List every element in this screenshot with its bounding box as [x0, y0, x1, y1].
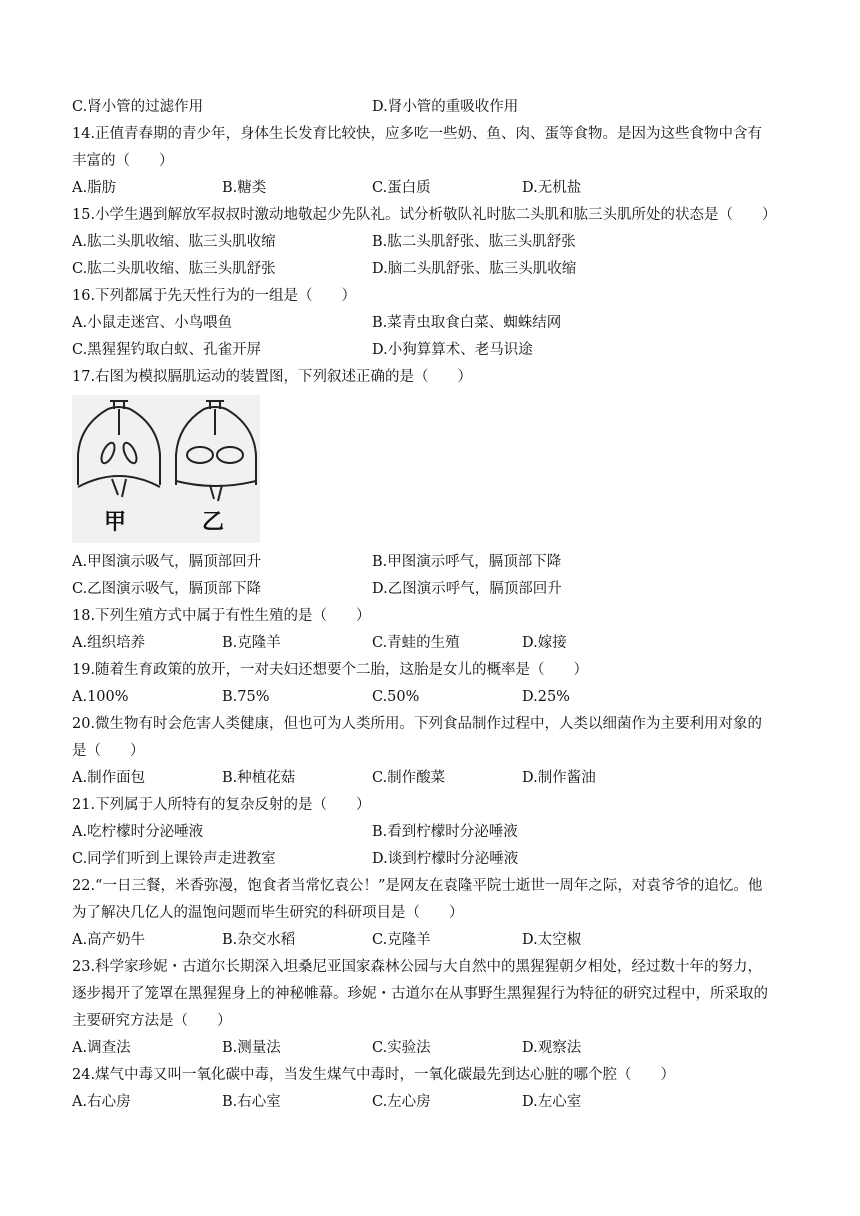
option-c: C.乙图演示吸气，膈顶部下降 — [72, 581, 262, 597]
figure-label-jia: 甲 — [104, 509, 127, 535]
option-c: C.肾小管的过滤作用 — [72, 99, 204, 115]
option-b: B.肱二头肌舒张、肱三头肌舒张 — [372, 234, 576, 250]
option-a: A.小鼠走迷宫、小鸟喂鱼 — [72, 315, 233, 331]
options-row — [72, 256, 832, 283]
option-d: D.观察法 — [522, 1040, 582, 1056]
option-d: D.乙图演示呼气，膈顶部回升 — [372, 581, 562, 597]
options-row — [72, 576, 832, 603]
option-b: B.75% — [222, 689, 270, 705]
options-row — [72, 684, 832, 711]
options-row — [72, 846, 832, 873]
options-row — [72, 1089, 832, 1116]
option-c: C.制作酸菜 — [372, 770, 446, 786]
option-a: A.甲图演示吸气，膈顶部回升 — [72, 554, 262, 570]
option-c: C.50% — [372, 689, 420, 705]
question-q16 — [72, 283, 832, 364]
option-c: C.蛋白质 — [372, 180, 431, 196]
option-a: A.组织培养 — [72, 635, 146, 651]
question-stem-line: 23.科学家珍妮・古道尔长期深入坦桑尼亚国家森林公园与大自然中的黑猩猩朝夕相处，经过数十年的努力， — [72, 959, 763, 975]
options-row — [72, 229, 832, 256]
option-c: C.同学们听到上课铃声走进教室 — [72, 851, 276, 867]
question-stem-line: 21.下列属于人所特有的复杂反射的是（ ） — [72, 797, 371, 813]
question-stem-line: 14.正值青春期的青少年，身体生长发育比较快，应多吃一些奶、鱼、肉、蛋等食物。是因为这些食物中含有 — [72, 126, 763, 142]
question-q18 — [72, 603, 832, 657]
exam-page — [72, 94, 832, 1116]
question-q19 — [72, 657, 832, 711]
question-q15 — [72, 202, 832, 283]
jar-jia-illustration — [78, 401, 160, 497]
option-d: D.制作酱油 — [522, 770, 596, 786]
option-d: D.左心室 — [522, 1094, 582, 1110]
question-stem-line: 22.“一日三餐，米香弥漫，饱食者当常忆袁公！”是网友在袁隆平院士逝世一周年之际，对袁爷爷的追忆。他 — [72, 878, 763, 894]
option-c: C.实验法 — [372, 1040, 431, 1056]
option-c: C.左心房 — [372, 1094, 431, 1110]
question-stem-line: 16.下列都属于先天性行为的一组是（ ） — [72, 288, 357, 304]
option-b: B.种植花菇 — [222, 770, 296, 786]
question-stem-line: 逐步揭开了笼罩在黑猩猩身上的神秘帷幕。珍妮・古道尔在从事野生黑猩猩行为特征的研究过程中，所采取的 — [72, 986, 768, 1002]
option-d: D.肾小管的重吸收作用 — [372, 99, 519, 115]
option-d: D.25% — [522, 689, 570, 705]
question-q24 — [72, 1062, 832, 1116]
option-a: A.调查法 — [72, 1040, 131, 1056]
options-row — [72, 927, 832, 954]
question-stem-line: 24.煤气中毒又叫一氧化碳中毒，当发生煤气中毒时，一氧化碳最先到达心脏的哪个腔（ ） — [72, 1067, 676, 1083]
option-b: B.菜青虫取食白菜、蜘蛛结网 — [372, 315, 562, 331]
option-b: B.克隆羊 — [222, 635, 281, 651]
q13-options-row — [72, 94, 832, 121]
option-d: D.谈到柠檬时分泌唾液 — [372, 851, 519, 867]
jar-yi-illustration — [176, 401, 256, 501]
figure-label-yi: 乙 — [202, 509, 225, 535]
question-stem-line: 为了解决几亿人的温饱问题而毕生研究的科研项目是（ ） — [72, 905, 464, 921]
option-d: D.无机盐 — [522, 180, 582, 196]
question-q22 — [72, 873, 832, 954]
option-a: A.肱二头肌收缩、肱三头肌收缩 — [72, 234, 276, 250]
option-a: A.制作面包 — [72, 770, 146, 786]
question-q21 — [72, 792, 832, 873]
question-list — [72, 121, 832, 1116]
options-row — [72, 549, 832, 576]
options-row — [72, 1035, 832, 1062]
options-row — [72, 175, 832, 202]
question-stem-line: 丰富的（ ） — [72, 153, 174, 169]
option-a: A.高产奶牛 — [72, 932, 146, 948]
option-b: B.测量法 — [222, 1040, 281, 1056]
option-b: B.糖类 — [222, 180, 267, 196]
question-q20 — [72, 711, 832, 792]
options-row — [72, 337, 832, 364]
options-row — [72, 765, 832, 792]
option-a: A.右心房 — [72, 1094, 131, 1110]
question-stem-line: 17.右图为模拟膈肌运动的装置图，下列叙述正确的是（ ） — [72, 369, 473, 385]
option-c: C.肱二头肌收缩、肱三头肌舒张 — [72, 261, 276, 277]
option-b: B.甲图演示呼气，膈顶部下降 — [372, 554, 562, 570]
question-stem-line: 主要研究方法是（ ） — [72, 1013, 232, 1029]
option-a: A.脂肪 — [72, 180, 117, 196]
option-c: C.青蛙的生殖 — [372, 635, 460, 651]
option-c: C.克隆羊 — [372, 932, 431, 948]
question-q23 — [72, 954, 832, 1062]
options-row — [72, 819, 832, 846]
options-row — [72, 310, 832, 337]
question-stem-line: 15.小学生遇到解放军叔叔时激动地敬起少先队礼。试分析敬队礼时肱二头肌和肱三头肌所处的状态是（ ） — [72, 207, 777, 223]
option-b: B.看到柠檬时分泌唾液 — [372, 824, 518, 840]
question-q17 — [72, 364, 832, 603]
option-d: D.太空椒 — [522, 932, 582, 948]
options-row — [72, 630, 832, 657]
diaphragm-model-figure — [72, 395, 260, 543]
option-d: D.嫁接 — [522, 635, 567, 651]
option-a: A.100% — [72, 689, 129, 705]
option-d: D.脑二头肌舒张、肱三头肌收缩 — [372, 261, 577, 277]
question-q14 — [72, 121, 832, 202]
question-stem-line: 18.下列生殖方式中属于有性生殖的是（ ） — [72, 608, 371, 624]
option-b: B.右心室 — [222, 1094, 281, 1110]
option-b: B.杂交水稻 — [222, 932, 296, 948]
question-stem-line: 19.随着生育政策的放开，一对夫妇还想要个二胎，这胎是女儿的概率是（ ） — [72, 662, 589, 678]
option-a: A.吃柠檬时分泌唾液 — [72, 824, 204, 840]
question-stem-line: 20.微生物有时会危害人类健康，但也可为人类所用。下列食品制作过程中，人类以细菌作为主要利用对象的 — [72, 716, 763, 732]
option-d: D.小狗算算术、老马识途 — [372, 342, 533, 358]
question-stem-line: 是（ ） — [72, 743, 145, 759]
option-c: C.黑猩猩钓取白蚁、孔雀开屏 — [72, 342, 262, 358]
